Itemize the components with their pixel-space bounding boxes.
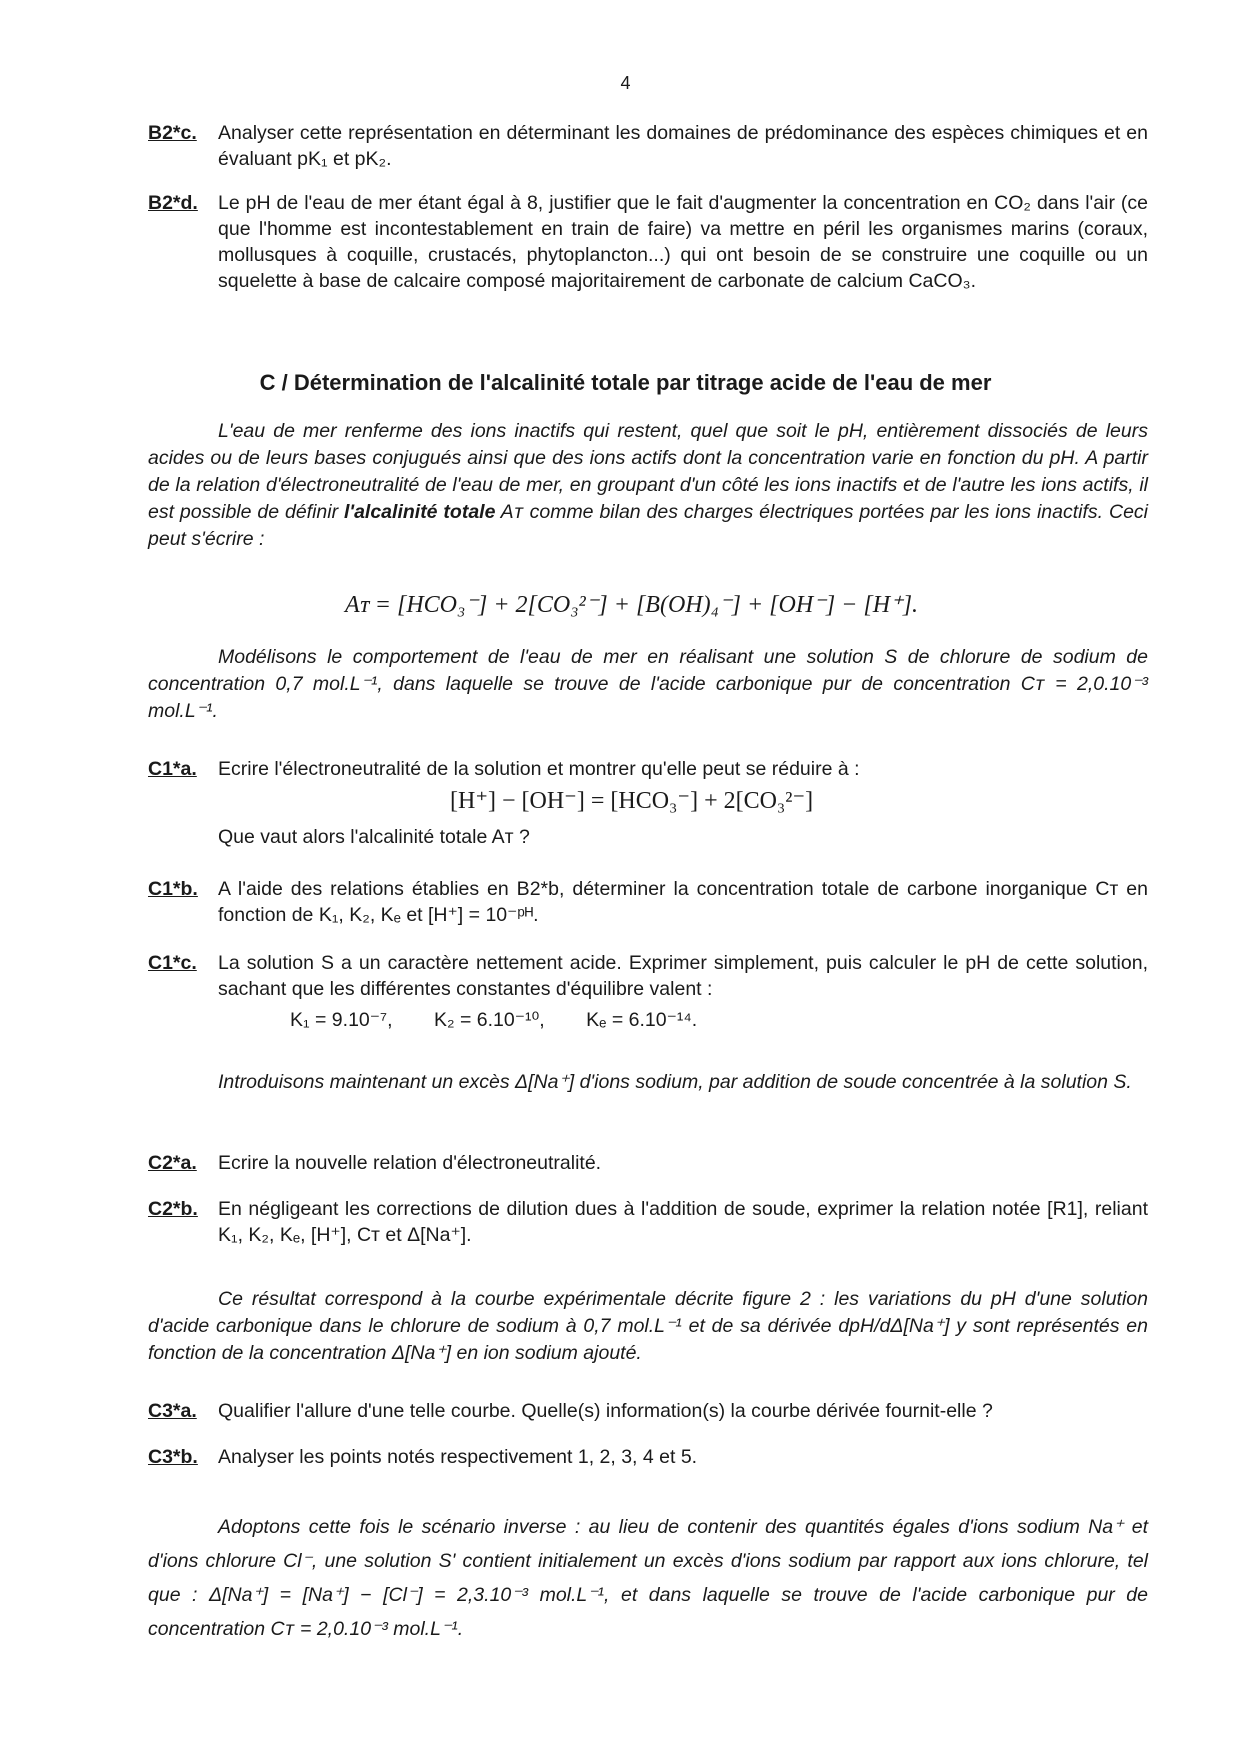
question-text: Qualifier l'allure d'une telle courbe. Quelle(s) information(s) la courbe dérivée fournit-elle ? xyxy=(218,1400,993,1422)
intro-text: L'eau de mer renferme des ions inactifs qui restent, quel que soit le pH, entièrement dissociés de leurs acides ou de leurs bases conjugués ainsi que des ions actifs dont la concentration varie en fonction du pH. A partir de la relation d'électroneutralité de l'eau de mer, en groupant d'un côté les ions inactifs et de l'autre les ions actifs, il est possible de définir xyxy=(148,420,1148,523)
figure-paragraph xyxy=(148,1286,1148,1367)
question-label: B2*d. xyxy=(148,192,198,214)
constant-ke: Kₑ = 6.10⁻¹⁴. xyxy=(586,1009,698,1031)
question-text: A l'aide des relations établies en B2*b, déterminer la concentration totale de carbone inorganique Cᴛ en fonction de K₁, K₂, Kₑ et [H⁺] = 10⁻ᵖᴴ. xyxy=(218,878,1148,926)
question-c1b xyxy=(148,876,1148,928)
page-number: 4 xyxy=(620,73,631,93)
question-text: Que vaut alors l'alcalinité totale Aᴛ ? xyxy=(218,826,530,848)
question-c1a-followup xyxy=(148,824,1148,850)
question-text: Ecrire l'électroneutralité de la solution et montrer qu'elle peut se réduire à : xyxy=(218,758,860,780)
question-c1c xyxy=(148,950,1148,1002)
question-c3a xyxy=(148,1398,1148,1424)
question-c1a xyxy=(148,756,1148,782)
question-text: Le pH de l'eau de mer étant égal à 8, justifier que le fait d'augmenter la concentration en CO₂ dans l'air (ce que l'homme est incontestablement en train de faire) va mettre en péril les organismes marins (coraux, mollusques à coquille, crustacés, phytoplancton...) qui ont besoin de se construire une coquille ou un squelette à base de calcaire composé majoritairement de carbonate de calcium CaCO₃. xyxy=(218,192,1148,292)
model-paragraph xyxy=(148,644,1148,725)
figure-text: Ce résultat correspond à la courbe expérimentale décrite figure 2 : les variations du pH d'une solution d'acide carbonique dans le chlorure de sodium à 0,7 mol.L⁻¹ et de sa dérivée dpH/dΔ[Na⁺] y sont représentés en fonction de la concentration Δ[Na⁺] en ion sodium ajouté. xyxy=(148,1288,1148,1364)
question-c2a xyxy=(148,1150,1148,1176)
question-b2c xyxy=(148,120,1148,172)
alkalinity-equation: Aᴛ = [HCO₃⁻] + 2[CO₃²⁻] + [B(OH)₄⁻] + [OH⁻] − [H⁺]. xyxy=(345,592,919,618)
question-c2b xyxy=(148,1196,1148,1248)
intro-paragraph xyxy=(148,418,1148,553)
question-text: Ecrire la nouvelle relation d'électroneutralité. xyxy=(218,1152,602,1174)
neutrality-equation: [H⁺] − [OH⁻] = [HCO₃⁻] + 2[CO₃²⁻] xyxy=(450,788,814,814)
constants-line xyxy=(290,1008,733,1032)
constant-k1: K₁ = 9.10⁻⁷, xyxy=(290,1009,393,1031)
constant-k2: K₂ = 6.10⁻¹⁰, xyxy=(433,1009,545,1031)
intro-bold-term: l'alcalinité totale xyxy=(344,501,496,523)
question-b2d xyxy=(148,190,1148,294)
question-text: Analyser les points notés respectivement 1, 2, 3, 4 et 5. xyxy=(218,1446,698,1468)
inverse-scenario-text: Adoptons cette fois le scénario inverse : au lieu de contenir des quantités égales d'ions sodium Na⁺ et d'ions chlorure Cl⁻, une solution S' contient initialement un excès d'ions sodium par rapport aux ions chlorure, tel que : Δ[Na⁺] = [Na⁺] − [Cl⁻] = 2,3.10⁻³ mol.L⁻¹, et dans laquelle se trouve de l'acide carbonique pur de concentration Cᴛ = 2,0.10⁻³ mol.L⁻¹. xyxy=(148,1516,1148,1640)
question-label: C1*b. xyxy=(148,878,198,900)
question-label: C2*a. xyxy=(148,1152,197,1174)
question-label: C2*b. xyxy=(148,1198,198,1220)
question-label: C1*a. xyxy=(148,758,197,780)
inverse-scenario-paragraph xyxy=(148,1510,1148,1646)
question-label: C3*b. xyxy=(148,1446,198,1468)
question-text: En négligeant les corrections de dilution dues à l'addition de soude, exprimer la relation notée [R1], reliant K₁, K₂, Kₑ, [H⁺], Cᴛ et Δ[Na⁺]. xyxy=(218,1198,1148,1246)
model-text: Modélisons le comportement de l'eau de mer en réalisant une solution S de chlorure de sodium de concentration 0,7 mol.L⁻¹, dans laquelle se trouve de l'acide carbonique pur de concentration Cᴛ = 2,0.10⁻³ mol.L⁻¹. xyxy=(148,646,1148,722)
question-text: Analyser cette représentation en déterminant les domaines de prédominance des espèces chimiques et en évaluant pK₁ et pK₂. xyxy=(218,122,1148,170)
question-label: C1*c. xyxy=(148,952,197,974)
question-label: B2*c. xyxy=(148,122,197,144)
question-text: La solution S a un caractère nettement acide. Exprimer simplement, puis calculer le pH de cette solution, sachant que les différentes constantes d'équilibre valent : xyxy=(218,952,1148,1000)
question-label: C3*a. xyxy=(148,1400,197,1422)
question-c3b xyxy=(148,1444,1148,1470)
sodium-paragraph xyxy=(148,1064,1148,1101)
intro-text-end: Aᴛ comme bilan des charges électriques portées par les ions inactifs. Ceci peut s'écrire : xyxy=(148,501,1148,550)
sodium-text: Introduisons maintenant un excès Δ[Na⁺] d'ions sodium, par addition de soude concentrée à la solution S. xyxy=(218,1071,1132,1093)
section-title: C / Détermination de l'alcalinité totale par titrage acide de l'eau de mer xyxy=(259,370,992,395)
